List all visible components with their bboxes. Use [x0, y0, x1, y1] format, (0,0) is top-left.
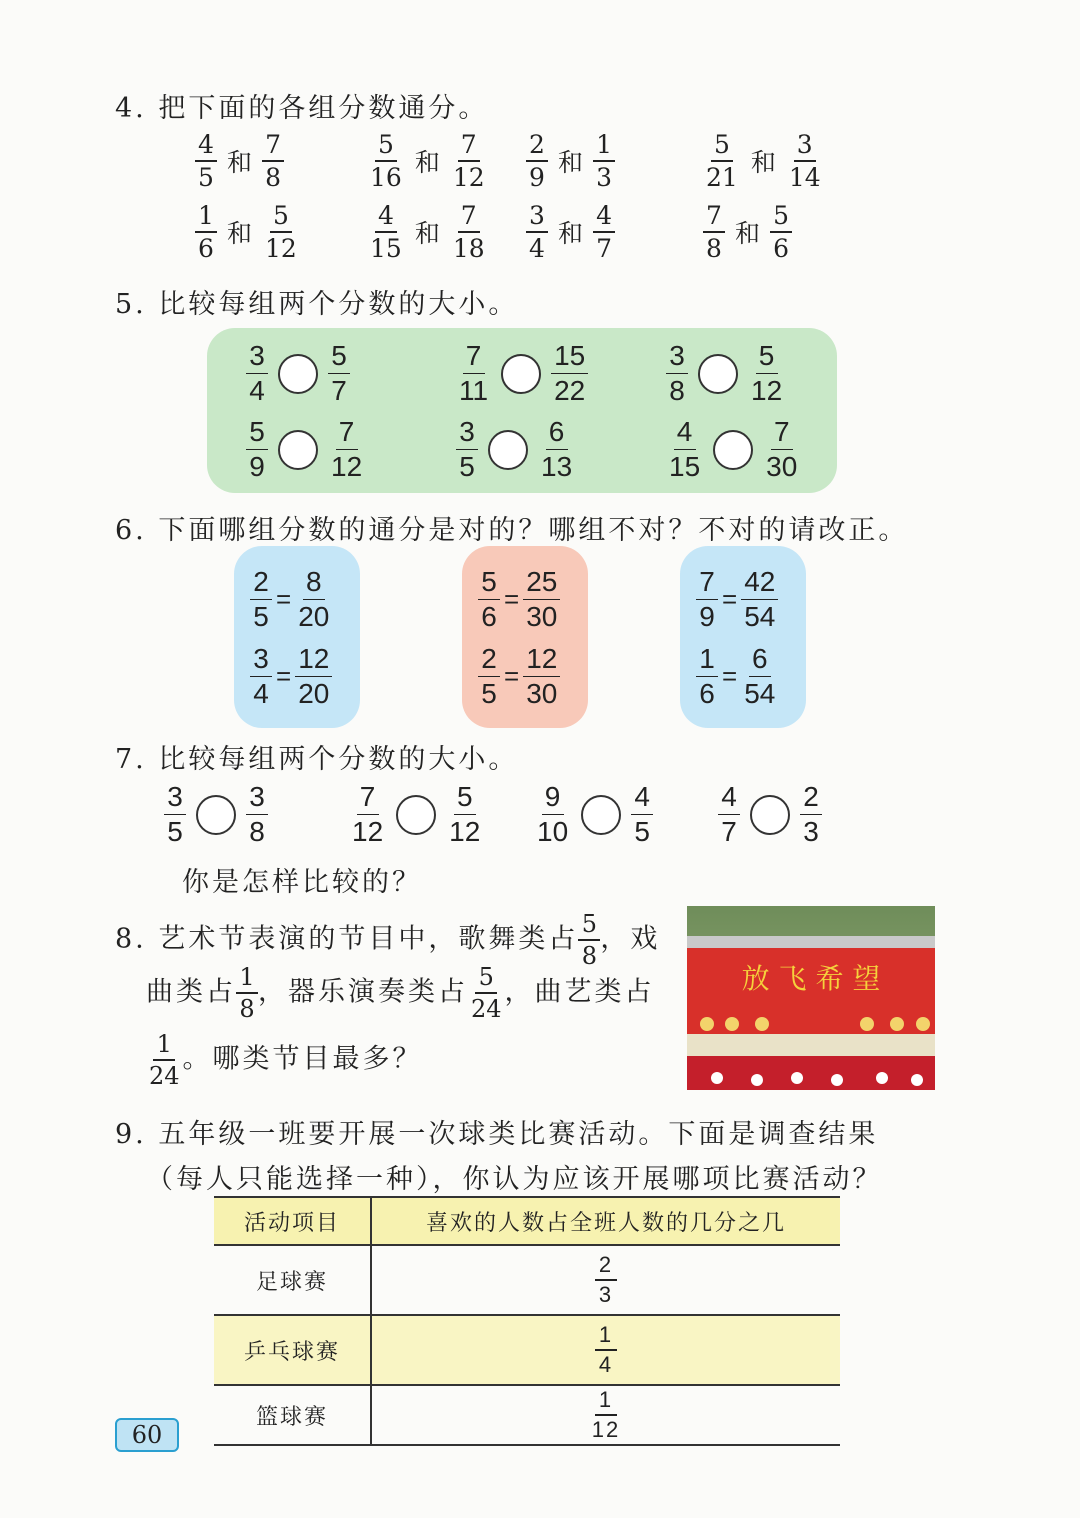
fraction-equation [250, 568, 332, 631]
fraction [551, 342, 588, 405]
numerator: 2 [250, 568, 272, 600]
denominator: 8 [249, 816, 265, 847]
denominator: 12 [449, 816, 481, 847]
fraction-equation [478, 645, 560, 708]
denominator: 5 [481, 678, 497, 709]
fraction [741, 568, 778, 631]
numerator: 1 [696, 645, 718, 677]
fraction [703, 132, 741, 190]
q9-line2: （每人只能选择一种），你认为应该开展哪项比赛活动？ [146, 1164, 883, 1195]
denominator: 8 [706, 234, 722, 263]
fraction-pair [195, 203, 300, 261]
fraction [593, 203, 615, 261]
table-row [214, 1245, 840, 1315]
denominator: 20 [298, 678, 330, 709]
fraction [456, 342, 491, 405]
compare-circle-blank[interactable] [278, 354, 318, 394]
q6-title: 6. 下面哪组分数的通分是对的？哪组不对？不对的请改正。 [115, 515, 909, 546]
denominator: 4 [249, 375, 265, 406]
fraction [262, 132, 284, 190]
equals-sign: = [276, 661, 292, 691]
connector-text: 和 [227, 219, 253, 248]
compare-circle-blank[interactable] [713, 430, 753, 470]
numerator: 5 [578, 912, 600, 941]
denominator: 54 [744, 678, 776, 709]
numerator: 7 [458, 132, 480, 162]
denominator: 30 [526, 678, 558, 709]
numerator: 6 [749, 645, 771, 677]
fraction [295, 645, 332, 708]
q8-text-2a: 曲类占 [146, 976, 236, 1008]
denominator: 5 [198, 163, 214, 192]
denominator: 15 [669, 451, 701, 482]
numerator: 1 [153, 1032, 175, 1061]
denominator: 24 [471, 995, 502, 1023]
numerator: 3 [456, 418, 478, 450]
fraction [250, 645, 272, 708]
fraction [593, 132, 615, 190]
compare-circle-blank[interactable] [196, 795, 236, 835]
q8-line2 [146, 965, 655, 1021]
q7-title: 7. 比较每组两个分数的大小。 [115, 744, 519, 775]
denominator: 12 [751, 375, 783, 406]
comparison-pair [534, 783, 653, 846]
denominator: 3 [803, 816, 819, 847]
numerator: 5 [328, 342, 350, 374]
fraction [456, 418, 478, 481]
connector-text: 和 [227, 148, 253, 177]
table-cell-frac [371, 1385, 840, 1445]
numerator: 3 [164, 783, 186, 815]
denominator: 4 [253, 678, 269, 709]
connector-text: 和 [750, 148, 776, 177]
photo-banner-text: 放 飞 希 望 [741, 962, 881, 995]
numerator: 8 [303, 568, 325, 600]
denominator: 9 [249, 451, 265, 482]
connector-text: 和 [414, 148, 440, 177]
numerator: 2 [595, 1254, 617, 1281]
denominator: 16 [370, 163, 402, 192]
equals-sign: = [504, 584, 520, 614]
table-row [214, 1315, 840, 1385]
q7-question: 你是怎样比较的？ [182, 867, 422, 898]
fraction [595, 1324, 617, 1376]
denominator: 21 [706, 163, 738, 192]
numerator: 3 [246, 783, 268, 815]
denominator: 24 [149, 1062, 180, 1090]
numerator: 9 [542, 783, 564, 815]
denominator: 4 [598, 1352, 614, 1377]
comparison-pair [246, 342, 350, 405]
fraction [800, 783, 822, 846]
denominator: 54 [744, 601, 776, 632]
fraction [523, 568, 560, 631]
denominator: 22 [554, 375, 586, 406]
fraction [718, 783, 740, 846]
denominator: 9 [529, 163, 545, 192]
denominator: 12 [352, 816, 384, 847]
compare-circle-blank[interactable] [581, 795, 621, 835]
numerator: 2 [478, 645, 500, 677]
numerator: 4 [674, 418, 696, 450]
numerator: 1 [236, 965, 258, 994]
q8-text-2b: ，器乐演奏类占 [258, 976, 468, 1008]
comparison-pair [349, 783, 483, 846]
denominator: 8 [239, 995, 255, 1023]
denominator: 8 [581, 942, 597, 970]
table-header-cell: 活动项目 [214, 1197, 371, 1245]
numerator: 3 [250, 645, 272, 677]
denominator: 12 [265, 234, 297, 263]
fraction [195, 132, 217, 190]
denominator: 8 [669, 375, 685, 406]
q8-line1 [115, 912, 660, 968]
table-header-row [214, 1197, 840, 1245]
numerator: 5 [270, 203, 292, 233]
denominator: 3 [596, 163, 612, 192]
fraction [526, 203, 548, 261]
numerator: 7 [458, 203, 480, 233]
denominator: 12 [591, 1417, 621, 1442]
fraction [696, 568, 718, 631]
numerator: 25 [523, 568, 560, 600]
numerator: 3 [526, 203, 548, 233]
numerator: 5 [770, 203, 792, 233]
denominator: 20 [298, 601, 330, 632]
compare-circle-blank[interactable] [396, 795, 436, 835]
q4-title: 4. 把下面的各组分数通分。 [115, 93, 489, 124]
denominator: 30 [526, 601, 558, 632]
numerator: 1 [195, 203, 217, 233]
denominator: 3 [598, 1282, 614, 1307]
fraction [595, 1254, 617, 1306]
q9-line1: 9. 五年级一班要开展一次球类比赛活动。下面是调查结果 [115, 1119, 879, 1150]
denominator: 13 [541, 451, 573, 482]
numerator: 3 [666, 342, 688, 374]
numerator: 5 [711, 132, 733, 162]
fraction [741, 645, 778, 708]
compare-circle-blank[interactable] [488, 430, 528, 470]
page-number: 60 [115, 1418, 179, 1452]
comparison-pair [164, 783, 268, 846]
comparison-pair [456, 342, 588, 405]
fraction [763, 418, 800, 481]
numerator: 7 [262, 132, 284, 162]
denominator: 6 [198, 234, 214, 263]
fraction [526, 132, 548, 190]
denominator: 7 [331, 375, 347, 406]
denominator: 6 [699, 678, 715, 709]
connector-text: 和 [558, 148, 584, 177]
q8-text-1a: 8. 艺术节表演的节目中，歌舞类占 [115, 923, 579, 955]
survey-table [214, 1196, 840, 1446]
fraction [666, 342, 688, 405]
denominator: 11 [459, 375, 489, 406]
numerator: 12 [523, 645, 560, 677]
fraction-pair [703, 132, 824, 190]
numerator: 5 [454, 783, 476, 815]
denominator: 30 [766, 451, 798, 482]
numerator: 5 [475, 965, 497, 994]
numerator: 6 [546, 418, 568, 450]
denominator: 8 [265, 163, 281, 192]
compare-circle-blank[interactable] [501, 354, 541, 394]
table-cell-frac [371, 1245, 840, 1315]
table-row [214, 1385, 840, 1445]
fraction-pair [195, 132, 284, 190]
denominator: 5 [253, 601, 269, 632]
fraction-equation [696, 645, 778, 708]
fraction-pair [367, 132, 488, 190]
fraction [478, 568, 500, 631]
performance-photo [687, 906, 935, 1090]
numerator: 5 [756, 342, 778, 374]
fraction [164, 783, 186, 846]
equals-sign: = [722, 661, 738, 691]
q8-line3 [146, 1032, 423, 1088]
fraction [589, 1389, 623, 1441]
numerator: 7 [336, 418, 358, 450]
fraction [523, 645, 560, 708]
denominator: 9 [699, 601, 715, 632]
numerator: 7 [696, 568, 718, 600]
numerator: 4 [718, 783, 740, 815]
table-cell-name: 篮球赛 [214, 1385, 371, 1445]
fraction [367, 132, 405, 190]
equals-sign: = [276, 584, 292, 614]
q5-title: 5. 比较每组两个分数的大小。 [115, 289, 519, 320]
fraction [786, 132, 824, 190]
fraction [770, 203, 792, 261]
denominator: 7 [596, 234, 612, 263]
compare-circle-blank[interactable] [278, 430, 318, 470]
numerator: 7 [357, 783, 379, 815]
q8-text-3b: 。哪类节目最多？ [182, 1043, 423, 1075]
numerator: 4 [375, 203, 397, 233]
numerator: 42 [741, 568, 778, 600]
denominator: 7 [721, 816, 737, 847]
fraction [328, 342, 350, 405]
numerator: 4 [593, 203, 615, 233]
fraction [246, 783, 268, 846]
denominator: 18 [452, 234, 485, 263]
connector-text: 和 [735, 219, 761, 248]
q8-frac-3 [468, 965, 505, 1021]
numerator: 2 [800, 783, 822, 815]
connector-text: 和 [414, 219, 440, 248]
connector-text: 和 [558, 219, 584, 248]
photo-illustration [687, 906, 935, 1090]
denominator: 6 [773, 234, 789, 263]
fraction-pair [703, 203, 792, 261]
fraction [367, 203, 405, 261]
fraction-equation [478, 568, 560, 631]
fraction [631, 783, 653, 846]
comparison-pair [718, 783, 822, 846]
table-cell-name: 足球赛 [214, 1245, 371, 1315]
fraction [262, 203, 300, 261]
denominator: 5 [167, 816, 183, 847]
fraction [538, 418, 575, 481]
fraction [450, 132, 488, 190]
q8-frac-2 [236, 965, 258, 1021]
numerator: 3 [794, 132, 816, 162]
numerator: 12 [295, 645, 332, 677]
fraction-pair [526, 132, 615, 190]
fraction [349, 783, 386, 846]
denominator: 15 [370, 234, 402, 263]
numerator: 15 [551, 342, 588, 374]
denominator: 12 [452, 163, 485, 192]
numerator: 4 [195, 132, 217, 162]
q8-frac-1 [578, 912, 600, 968]
numerator: 3 [246, 342, 268, 374]
numerator: 1 [595, 1324, 617, 1351]
fraction-pair [526, 203, 615, 261]
compare-circle-blank[interactable] [698, 354, 738, 394]
fraction [250, 568, 272, 631]
q8-frac-4 [146, 1032, 183, 1088]
table-cell-name: 乒乓球赛 [214, 1315, 371, 1385]
denominator: 5 [634, 816, 650, 847]
fraction [478, 645, 500, 708]
fraction-equation [250, 645, 332, 708]
fraction-pair [367, 203, 488, 261]
fraction [246, 418, 268, 481]
numerator: 5 [246, 418, 268, 450]
numerator: 5 [375, 132, 397, 162]
denominator: 6 [481, 601, 497, 632]
numerator: 5 [478, 568, 500, 600]
fraction [703, 203, 725, 261]
fraction [748, 342, 785, 405]
comparison-pair [666, 342, 785, 405]
fraction [195, 203, 217, 261]
fraction [328, 418, 365, 481]
numerator: 4 [631, 783, 653, 815]
equals-sign: = [504, 661, 520, 691]
equals-sign: = [722, 584, 738, 614]
compare-circle-blank[interactable] [750, 795, 790, 835]
denominator: 4 [529, 234, 545, 263]
fraction-equation [696, 568, 778, 631]
numerator: 7 [771, 418, 793, 450]
q8-text-2c: ，曲艺类占 [504, 976, 655, 1008]
fraction [534, 783, 571, 846]
fraction [666, 418, 703, 481]
comparison-pair [666, 418, 800, 481]
fraction [450, 203, 488, 261]
q8-text-1b: ，戏 [600, 923, 661, 955]
numerator: 7 [703, 203, 725, 233]
numerator: 2 [526, 132, 548, 162]
comparison-pair [246, 418, 365, 481]
denominator: 12 [331, 451, 363, 482]
fraction [295, 568, 332, 631]
table-cell-frac [371, 1315, 840, 1385]
fraction [446, 783, 483, 846]
comparison-pair [456, 418, 575, 481]
numerator: 7 [463, 342, 485, 374]
fraction [246, 342, 268, 405]
table-header-cell: 喜欢的人数占全班人数的几分之几 [371, 1197, 840, 1245]
denominator: 10 [537, 816, 569, 847]
numerator: 1 [595, 1389, 617, 1416]
fraction [696, 645, 718, 708]
numerator: 1 [593, 132, 615, 162]
denominator: 14 [788, 163, 821, 192]
denominator: 5 [459, 451, 475, 482]
